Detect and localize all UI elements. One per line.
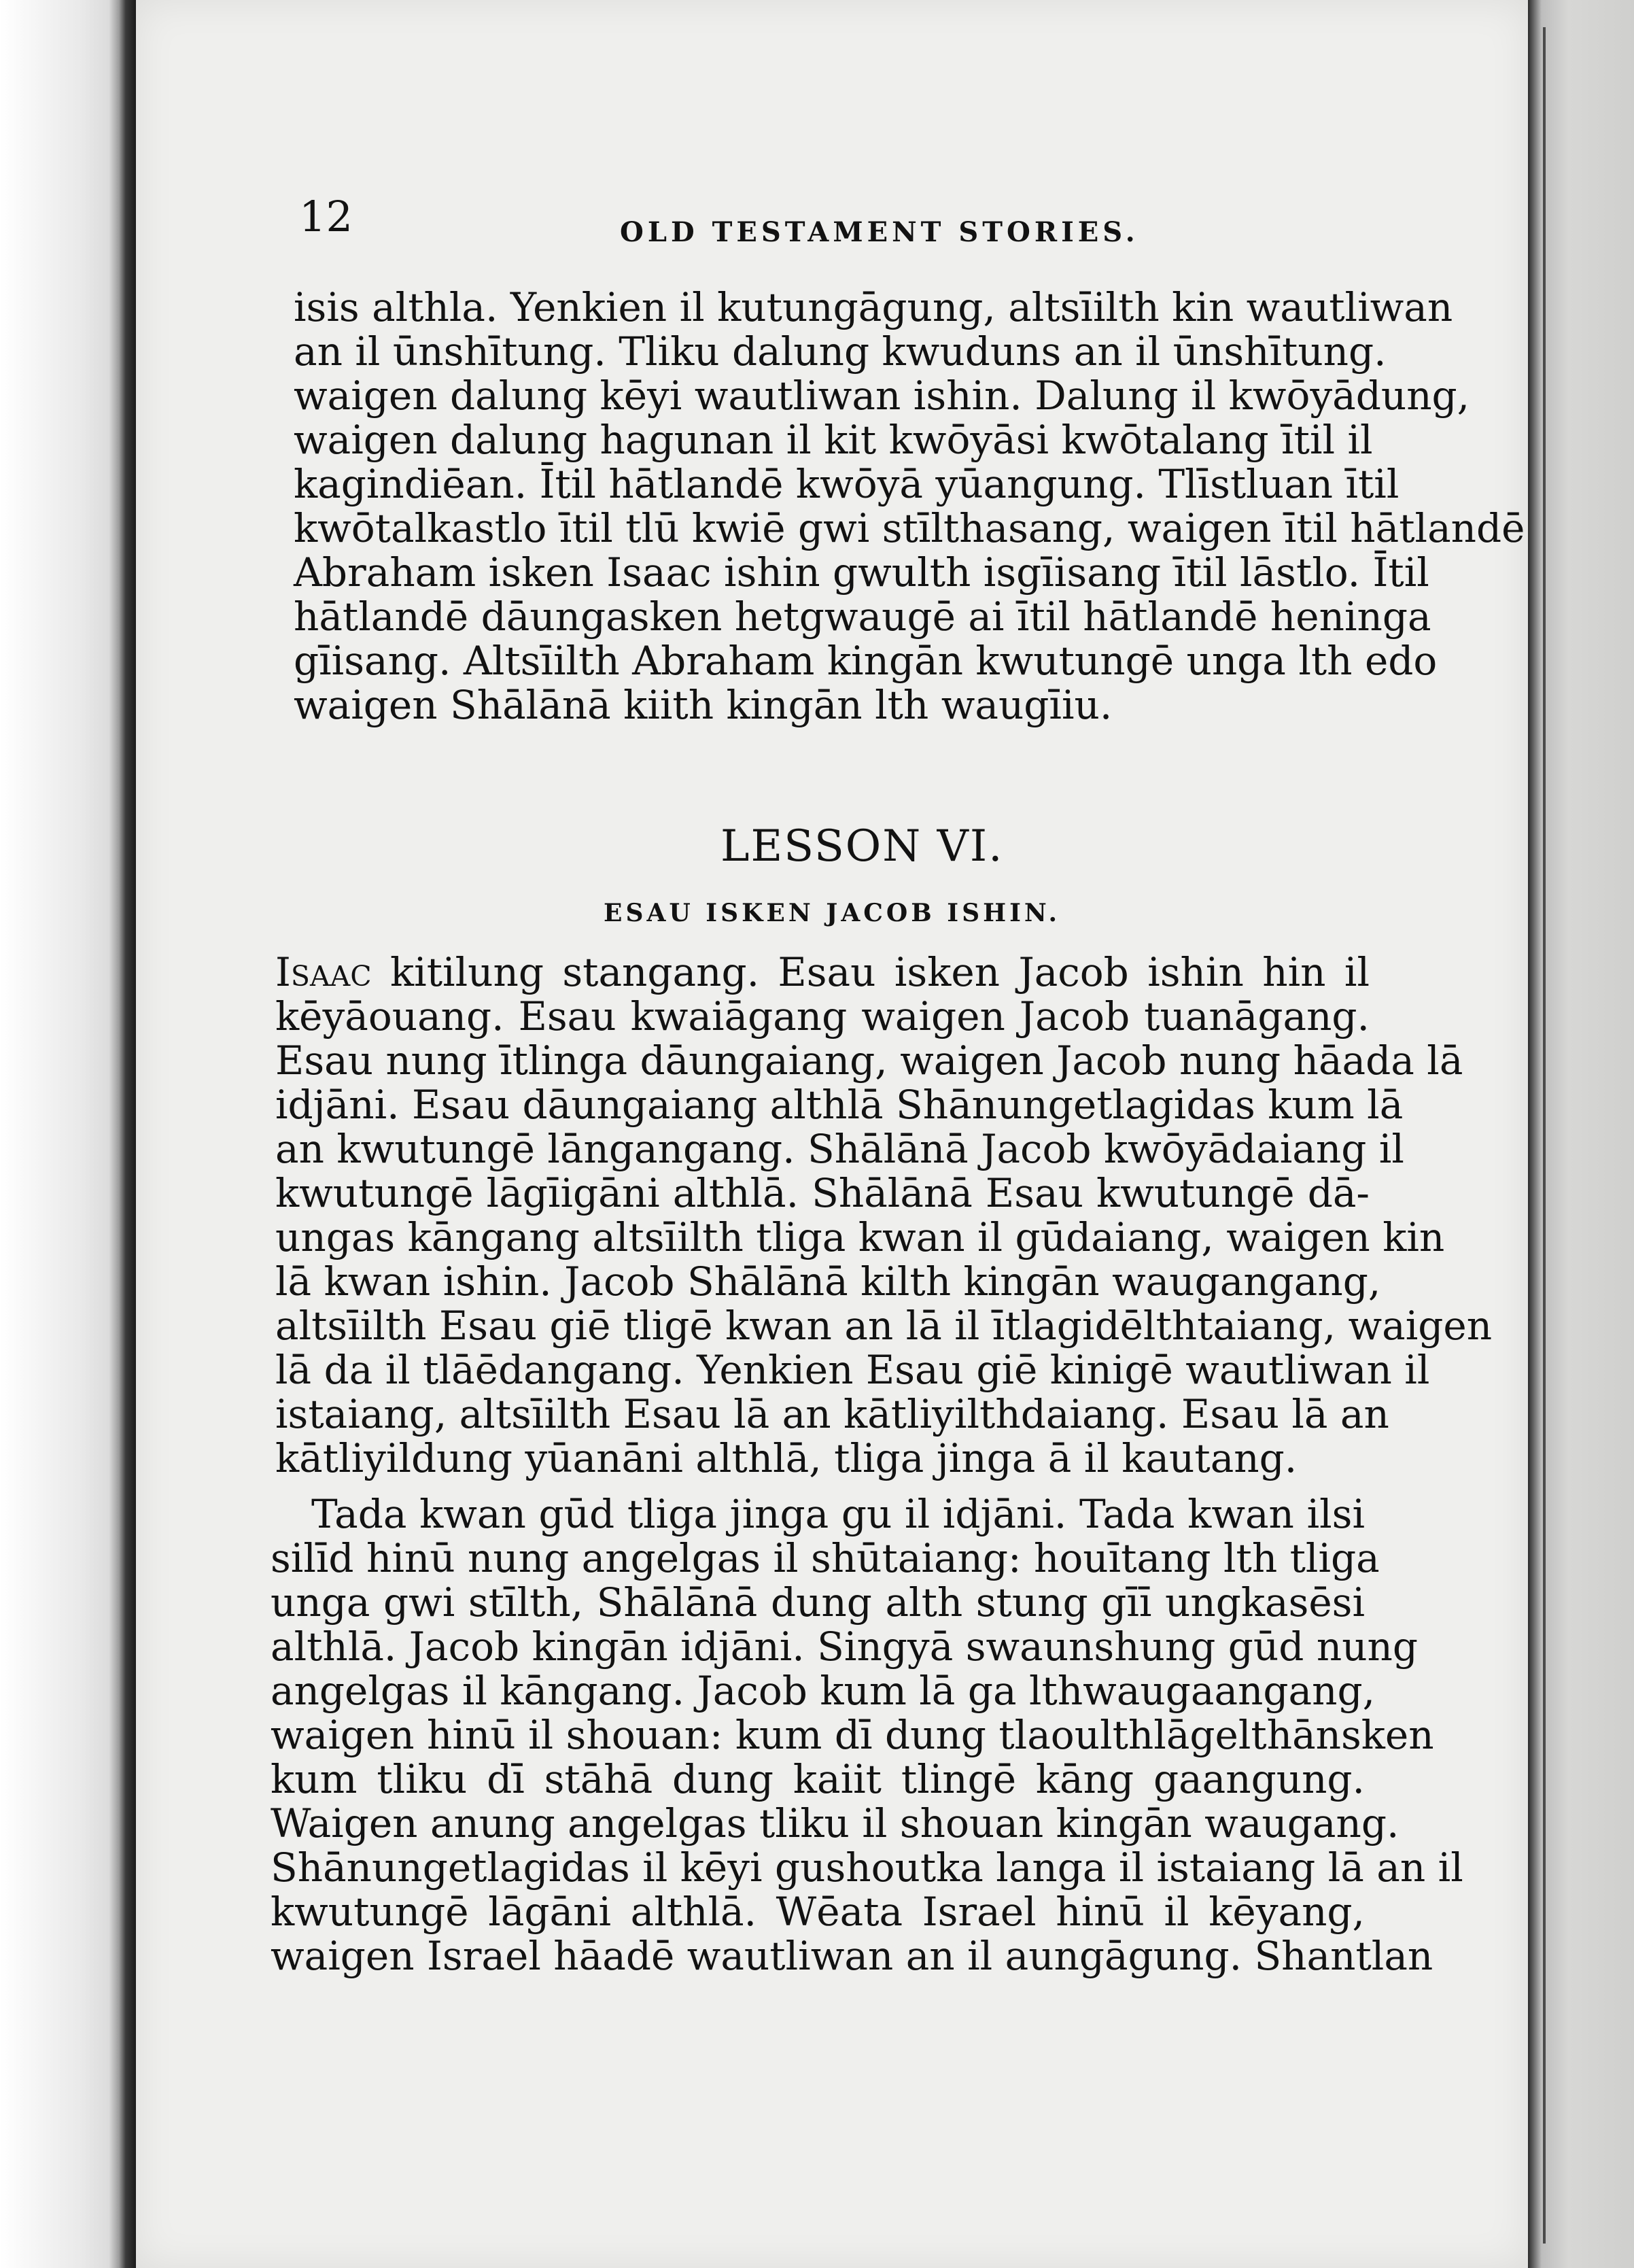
text-line: angelgas il kāngang. Jacob kum lā ga lthwaugaangang, xyxy=(271,1668,1376,1714)
text-line: idjāni. Esau dāungaiang althlā Shānungetlagidas kum lā xyxy=(275,1082,1404,1128)
text-line: Shānungetlagidas il kēyi gushoutka langa il istaiang lā an il xyxy=(271,1844,1463,1891)
text-line: an kwutungē lāngangang. Shālānā Jacob kwōyādaiang il xyxy=(275,1126,1404,1172)
lesson-heading: LESSON VI. xyxy=(720,821,1004,872)
text-line: kagindiēan. Ītil hātlandē kwōyā yūangung. Tlīstluan ītil xyxy=(294,461,1400,507)
text-line: kēyāouang. Esau kwaiāgang waigen Jacob tuanāgang. xyxy=(275,993,1370,1040)
text-line: an il ūnshītung. Tliku dalung kwuduns an il ūnshītung. xyxy=(294,328,1387,375)
text-line: unga gwi stīlth, Shālānā dung alth stung gīī ungkasēsi xyxy=(271,1579,1365,1626)
text-line: Waigen anung angelgas tliku il shouan kingān waugang. xyxy=(271,1800,1400,1846)
page-number: 12 xyxy=(299,192,353,241)
text-line: kwutungē lāgīigāni althlā. Shālānā Esau kwutungē dā- xyxy=(275,1170,1370,1216)
text-line: hātlandē dāungasken hetgwaugē ai ītil hātlandē heninga xyxy=(294,594,1431,640)
lead-word: Isaac xyxy=(275,949,372,995)
text-line: altsīilth Esau giē tligē kwan an lā il ītlagidēlthtaiang, waigen xyxy=(275,1303,1493,1349)
book-binding xyxy=(0,0,139,2268)
text-line: waigen Shālānā kiith kingān lth waugīiu. xyxy=(294,682,1113,728)
text-line: kwōtalkastlo ītil tlū kwiē gwi stīlthasang, waigen ītil hātlandē xyxy=(294,505,1525,551)
text-line: kum tliku dī stāhā dung kaiit tlingē kāng gaangung. xyxy=(271,1756,1365,1802)
text-line-rest: kitilung stangang. Esau isken Jacob ishin hin il xyxy=(371,949,1370,995)
text-line: waigen dalung kēyi wautliwan ishin. Dalung il kwōyādung, xyxy=(294,373,1470,419)
text-line: lā da il tlāēdangang. Yenkien Esau giē kinigē wautliwan il xyxy=(275,1347,1430,1393)
text-line: lā kwan ishin. Jacob Shālānā kilth kingān waugangang, xyxy=(275,1258,1381,1305)
text-line: kātliyildung yūanāni althlā, tliga jinga ā il kautang. xyxy=(275,1435,1298,1481)
paragraph-2 xyxy=(275,949,1493,1481)
text-line: silīd hinū nung angelgas il shūtaiang: houītang lth tliga xyxy=(271,1535,1380,1581)
text-line: althlā. Jacob kingān idjāni. Singyā swaunshung gūd nung xyxy=(271,1623,1419,1670)
text-line xyxy=(275,950,1370,995)
text-line: waigen Israel hāadē wautliwan an il aungāgung. Shantlan xyxy=(271,1933,1433,1979)
text-line: ungas kāngang altsīilth tliga kwan il gūdaiang, waigen kin xyxy=(275,1214,1445,1260)
next-page-edge xyxy=(1528,0,1634,2268)
text-line: kwutungē lāgāni althlā. Wēata Israel hinū il kēyang, xyxy=(271,1889,1365,1935)
text-line: waigen hinū il shouan: kum dī dung tlaoulthlāgelthānsken xyxy=(271,1712,1434,1758)
text-line: istaiang, altsīilth Esau lā an kātliyilthdaiang. Esau lā an xyxy=(275,1391,1389,1437)
text-line: Esau nung ītlinga dāungaiang, waigen Jacob nung hāada lā xyxy=(275,1037,1463,1084)
text-line: Tada kwan gūd tliga jinga gu il idjāni. Tada kwan ilsi xyxy=(311,1491,1365,1537)
text-line: isis althla. Yenkien il kutungāgung, altsīilth kin wautliwan xyxy=(294,284,1453,330)
text-line: waigen dalung hagunan il kit kwōyāsi kwōtalang ītil il xyxy=(294,417,1373,463)
lesson-subheading: ESAU ISKEN JACOB ISHIN. xyxy=(604,899,1061,927)
paragraph-3 xyxy=(271,1491,1463,1979)
paragraph-1 xyxy=(294,284,1525,728)
running-title: OLD TESTAMENT STORIES. xyxy=(620,216,1139,248)
text-line: Abraham isken Isaac ishin gwulth isgīisang ītil lāstlo. Ītil xyxy=(294,549,1429,596)
text-line: gīisang. Altsīilth Abraham kingān kwutungē unga lth edo xyxy=(294,638,1438,684)
